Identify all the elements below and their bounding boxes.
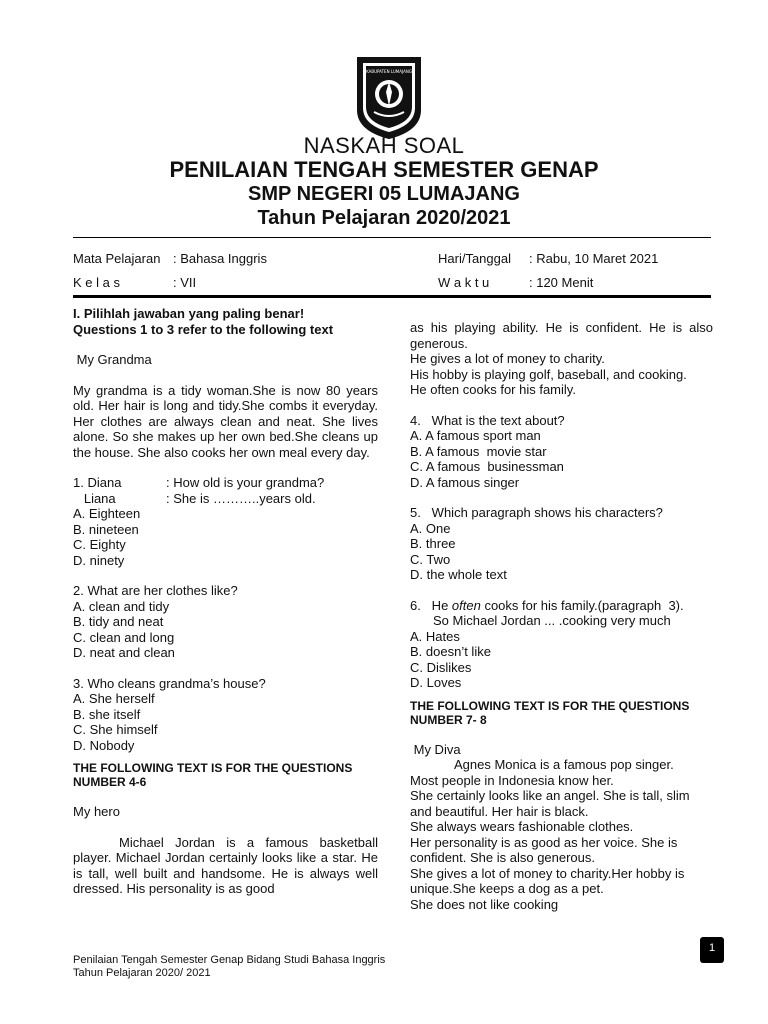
- subject-label: Mata Pelajaran: [73, 251, 161, 266]
- q5-option: A. One: [410, 520, 451, 536]
- q2-option: A. clean and tidy: [73, 598, 170, 614]
- footer-line-2: Tahun Pelajaran 2020/ 2021: [73, 967, 211, 979]
- text-body-diva-line: Most people in Indonesia know her.: [410, 772, 614, 788]
- right-column: [410, 320, 713, 912]
- page-number-badge: 1: [700, 937, 724, 963]
- text-body-grandma: My grandma is a tidy woman.She is now 80 years old. Her hair is long and tidy.She combs it everyday. Her clothes are always clean and neat. She lives alone. So she makes up her own bed.She cleans up the house. She also cooks her own meal every day.: [73, 382, 378, 460]
- q2-option: C. clean and long: [73, 629, 175, 645]
- q6-option: D. Loves: [410, 675, 462, 690]
- q4-option: C. A famous businessman: [410, 459, 564, 474]
- svg-text:KABUPATEN LUMAJANG: KABUPATEN LUMAJANG: [366, 69, 412, 74]
- text-body-diva-line: She gives a lot of money to charity.Her hobby is unique.She keeps a dog as a pet.: [410, 865, 685, 896]
- q2-option: D. neat and clean: [73, 645, 175, 660]
- q5-option: B. three: [410, 536, 456, 551]
- section-heading-4-6: THE FOLLOWING TEXT IS FOR THE QUESTIONS: [73, 761, 353, 775]
- q3-option: A. She herself: [73, 691, 155, 706]
- q5-option: D. the whole text: [410, 567, 507, 582]
- text-body-hero-line: He often cooks for his family.: [410, 382, 576, 397]
- title-line-2: PENILAIAN TENGAH SEMESTER GENAP: [169, 157, 599, 182]
- instruction: I. Pilihlah jawaban yang paling benar!: [73, 306, 305, 321]
- info-divider: [73, 295, 711, 298]
- question-2: 2. What are her clothes like?: [73, 583, 238, 598]
- time-label: W a k t u: [438, 275, 490, 290]
- page-footer: [73, 954, 385, 980]
- q1-option: D. ninety: [73, 552, 125, 568]
- title-line-1: NASKAH SOAL: [303, 133, 465, 158]
- q6-option: C. Dislikes: [410, 659, 472, 675]
- text-body-diva-line: She certainly looks like an angel. She is tall, slim and beautiful. Her hair is black.: [410, 788, 690, 819]
- question-6: 6. He often cooks for his family.(paragraph 3).: [410, 597, 684, 613]
- text-body-diva-line: She always wears fashionable clothes.: [410, 819, 634, 834]
- q1-option: C. Eighty: [73, 537, 126, 552]
- text-body-hero: Michael Jordan is a famous basketball player. Michael Jordan certainly looks like a star. He is tall, well built and handsome. He is always well dressed. His personality is as good: [73, 834, 378, 896]
- footer-line-1: Penilaian Tengah Semester Genap Bidang Studi Bahasa Inggris: [73, 954, 386, 966]
- section-heading-7-8: THE FOLLOWING TEXT IS FOR THE QUESTIONS: [410, 698, 690, 713]
- date-label: Hari/Tanggal: [438, 251, 511, 266]
- q6-option: A. Hates: [410, 628, 460, 644]
- text-body-hero-line: His hobby is playing golf, baseball, and cooking.: [410, 366, 687, 382]
- q3-option: B. she itself: [73, 706, 141, 722]
- title-line-4: Tahun Pelajaran 2020/2021: [257, 207, 511, 229]
- q5-option: C. Two: [410, 551, 451, 567]
- exam-title: [0, 134, 768, 230]
- instruction-questions-1-3: Questions 1 to 3 refer to the following text: [73, 321, 334, 337]
- text-body-hero-continued: as his playing ability. He is confident. He is also generous.: [410, 320, 713, 351]
- q6-option: B. doesn’t like: [410, 644, 491, 659]
- q3-option: C. She himself: [73, 722, 158, 737]
- section-heading-7-8-number: NUMBER 7- 8: [410, 712, 487, 727]
- regency-crest-logo: [354, 52, 424, 140]
- question-6-line-2: So Michael Jordan ... .cooking very much: [433, 613, 671, 628]
- question-3: 3. Who cleans grandma’s house?: [73, 675, 266, 691]
- time-value: : 120 Menit: [529, 275, 594, 290]
- class-value: : VII: [173, 275, 197, 290]
- text-body-diva-line: She does not like cooking: [410, 896, 559, 912]
- q4-option: D. A famous singer: [410, 474, 520, 490]
- question-1-dialog-line-1: 1. Diana : How old is your grandma?: [73, 475, 325, 490]
- section-heading-4-6-number: NUMBER 4-6: [73, 775, 147, 789]
- q1-option: A. Eighteen: [73, 506, 141, 521]
- class-label: K e l a s: [73, 275, 120, 290]
- question-4: 4. What is the text about?: [410, 412, 565, 428]
- q1-option: B. nineteen: [73, 521, 139, 537]
- question-1-dialog-line-2: Liana : She is ………..years old.: [73, 490, 316, 506]
- text-body-hero-line: He gives a lot of money to charity.: [410, 351, 605, 366]
- question-5: 5. Which paragraph shows his characters?: [410, 505, 663, 520]
- text-title-hero: My hero: [73, 804, 120, 819]
- subject-value: : Bahasa Inggris: [173, 251, 267, 266]
- text-body-diva-line: Agnes Monica is a famous pop singer.: [454, 757, 674, 772]
- left-column: [73, 306, 378, 897]
- q3-option: D. Nobody: [73, 737, 135, 753]
- header-divider: [73, 237, 711, 238]
- text-title-diva: My Diva: [410, 741, 461, 757]
- title-line-3: SMP NEGERI 05 LUMAJANG: [248, 183, 520, 205]
- q2-option: B. tidy and neat: [73, 614, 164, 629]
- text-title-grandma: My Grandma: [73, 352, 152, 367]
- q4-option: A. A famous sport man: [410, 428, 541, 443]
- q4-option: B. A famous movie star: [410, 443, 547, 459]
- date-value: : Rabu, 10 Maret 2021: [529, 251, 659, 266]
- text-body-diva-line: Her personality is as good as her voice. She is confident. She is also generous.: [410, 834, 678, 865]
